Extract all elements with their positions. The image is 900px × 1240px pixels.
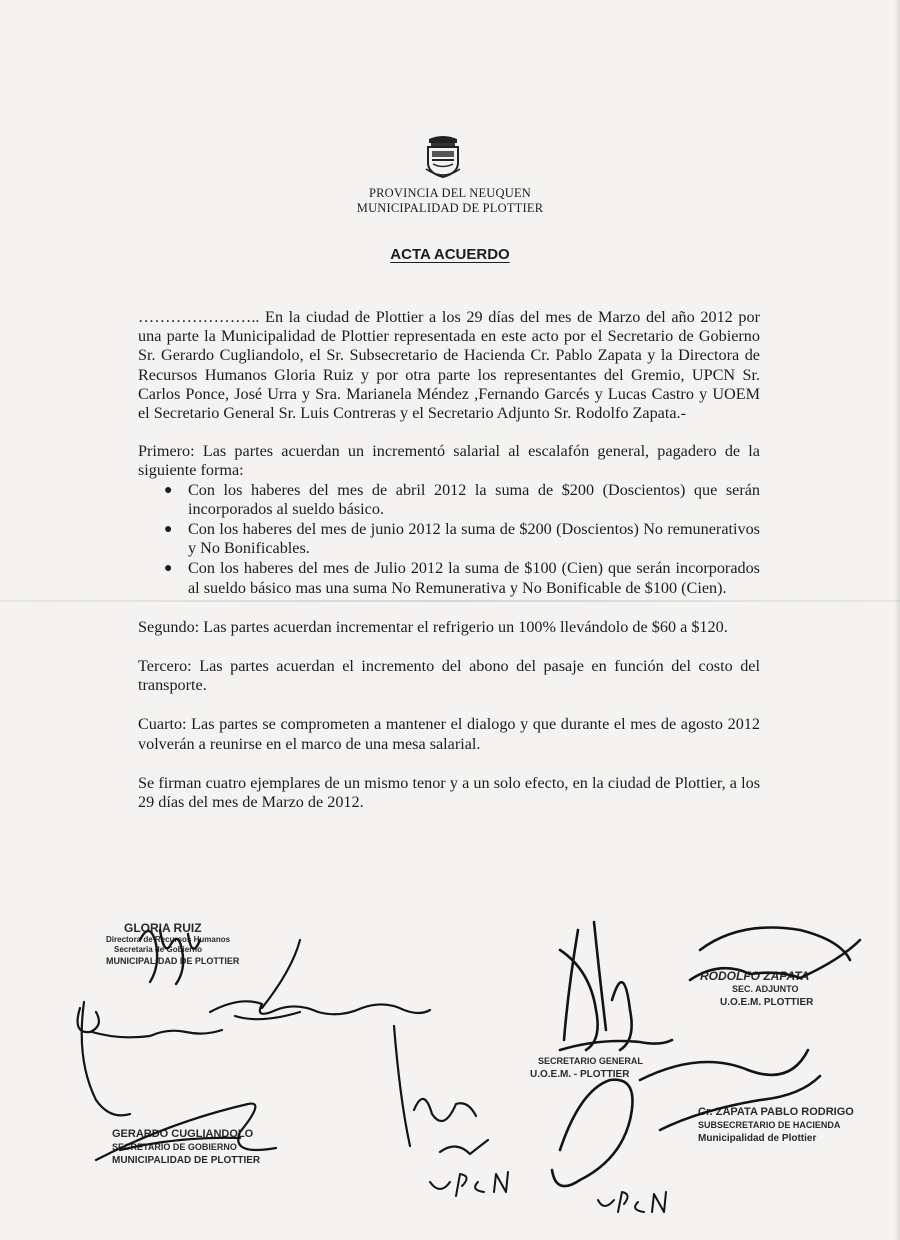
letterhead xyxy=(250,186,650,216)
document-body xyxy=(138,308,760,812)
stamp-rodolfo-role: SEC. ADJUNTO xyxy=(732,984,799,994)
bullet-icon: ● xyxy=(164,561,173,577)
stamp-ruiz-org: MUNICIPALIDAD DE PLOTTIER xyxy=(106,956,240,966)
list-item-text: Con los haberes del mes de junio 2012 la suma de $200 (Doscientos) No remunerativos y No Bonificables. xyxy=(188,520,760,558)
stamp-cugliandolo-name: GERARDO CUGLIANDOLO xyxy=(112,1128,254,1140)
intro-paragraph xyxy=(138,308,760,423)
signature-upcn-2 xyxy=(598,1192,666,1212)
bullet-icon: ● xyxy=(164,522,173,538)
signature-ruiz xyxy=(140,930,200,984)
list-item-text: Con los haberes del mes de abril 2012 la suma de $200 (Doscientos) que serán incorporados al sueldo básico. xyxy=(188,480,760,518)
stamp-rodolfo-org: U.O.E.M. PLOTTIER xyxy=(720,997,814,1008)
stamp-cugliandolo-role: SECRETARIO DE GOBIERNO xyxy=(112,1142,237,1152)
intro-dots: ………………….. xyxy=(138,308,260,326)
closing-paragraph: Se firman cuatro ejemplares de un mismo tenor y a un solo efecto, en la ciudad de Plottier, a los 29 días del mes de Marzo de 2012. xyxy=(138,773,760,812)
handwritten-signatures xyxy=(0,900,900,1240)
payment-list xyxy=(138,481,760,598)
list-item xyxy=(138,559,760,597)
stamp-ruiz-name: GLORIA RUIZ xyxy=(124,921,202,935)
list-item xyxy=(138,481,760,519)
signature-mendez xyxy=(210,940,430,1019)
document-title xyxy=(300,246,600,263)
province-name: PROVINCIA DEL NEUQUEN xyxy=(368,186,532,200)
signature-pablo xyxy=(552,1050,820,1186)
list-item-text: Con los haberes del mes de Julio 2012 la suma de $100 (Cien) que serán incorporados al sueldo básico mas una suma No Remunerativa y No Bonificable de $100 (Cien). xyxy=(188,559,760,597)
document-title-text: ACTA ACUERDO xyxy=(390,246,510,263)
signature-urra xyxy=(78,1002,222,1115)
stamp-contreras-role: SECRETARIO GENERAL xyxy=(538,1056,643,1066)
signature-area xyxy=(0,900,900,1240)
list-item xyxy=(138,520,760,558)
clause-segundo: Segundo: Las partes acuerdan incrementar el refrigerio un 100% llevándolo de $60 a $120. xyxy=(138,617,728,636)
signature-cugliandolo xyxy=(96,1104,276,1160)
stamp-pablo-name: Cr. ZAPATA PABLO RODRIGO xyxy=(698,1106,854,1118)
stamp-ruiz-dept: Secretaria de Gobierno xyxy=(114,945,203,954)
bullet-icon: ● xyxy=(164,482,173,498)
signature-garces xyxy=(394,1026,488,1154)
municipal-crest-icon xyxy=(423,133,463,179)
clause-cuarto: Cuarto: Las partes se comprometen a mantener el dialogo y que durante el mes de agosto 2012 volverán a reunirse en el marco de una mesa salarial. xyxy=(138,715,760,753)
stamp-ruiz-role: Directora de Recursos Humanos xyxy=(106,935,231,944)
stamp-contreras-org: U.O.E.M. - PLOTTIER xyxy=(530,1069,630,1080)
municipality-name: MUNICIPALIDAD DE PLOTTIER xyxy=(356,201,544,215)
stamp-pablo-org: Municipalidad de Plottier xyxy=(698,1133,817,1144)
stamp-cugliandolo-org: MUNICIPALIDAD DE PLOTTIER xyxy=(112,1155,261,1166)
signature-upcn-1 xyxy=(430,1172,508,1196)
stamp-rodolfo-name: RODOLFO ZAPATA xyxy=(700,969,810,983)
clause-primero: Primero: Las partes acuerdan un incrementó salarial al escalafón general, pagadero de la siguiente forma: xyxy=(138,442,760,480)
clause-tercero: Tercero: Las partes acuerdan el incremento del abono del pasaje en función del costo del transporte. xyxy=(138,657,760,695)
intro-text: En la ciudad de Plottier a los 29 días del mes de Marzo del año 2012 por una parte la Municipalidad de Plottier representada en este acto por el Secretario de Gobierno Sr. Gerardo Cugliandolo, el Sr. Subsecretario de Hacienda Cr. Pablo Zapata y la Directora de Recursos Humanos Gloria Ruiz y por otra parte los representantes del Gremio, UPCN Sr. Carlos Ponce, José Urra y Sra. Marianela Méndez ,Fernando Garcés y Lucas Castro y UOEM el Secretario General Sr. Luis Contreras y el Secretario Adjunto Sr. Rodolfo Zapata.- xyxy=(138,308,760,423)
stamp-pablo-role: SUBSECRETARIO DE HACIENDA xyxy=(698,1120,841,1130)
signature-rodolfo xyxy=(690,928,860,981)
signature-contreras xyxy=(560,922,672,1050)
